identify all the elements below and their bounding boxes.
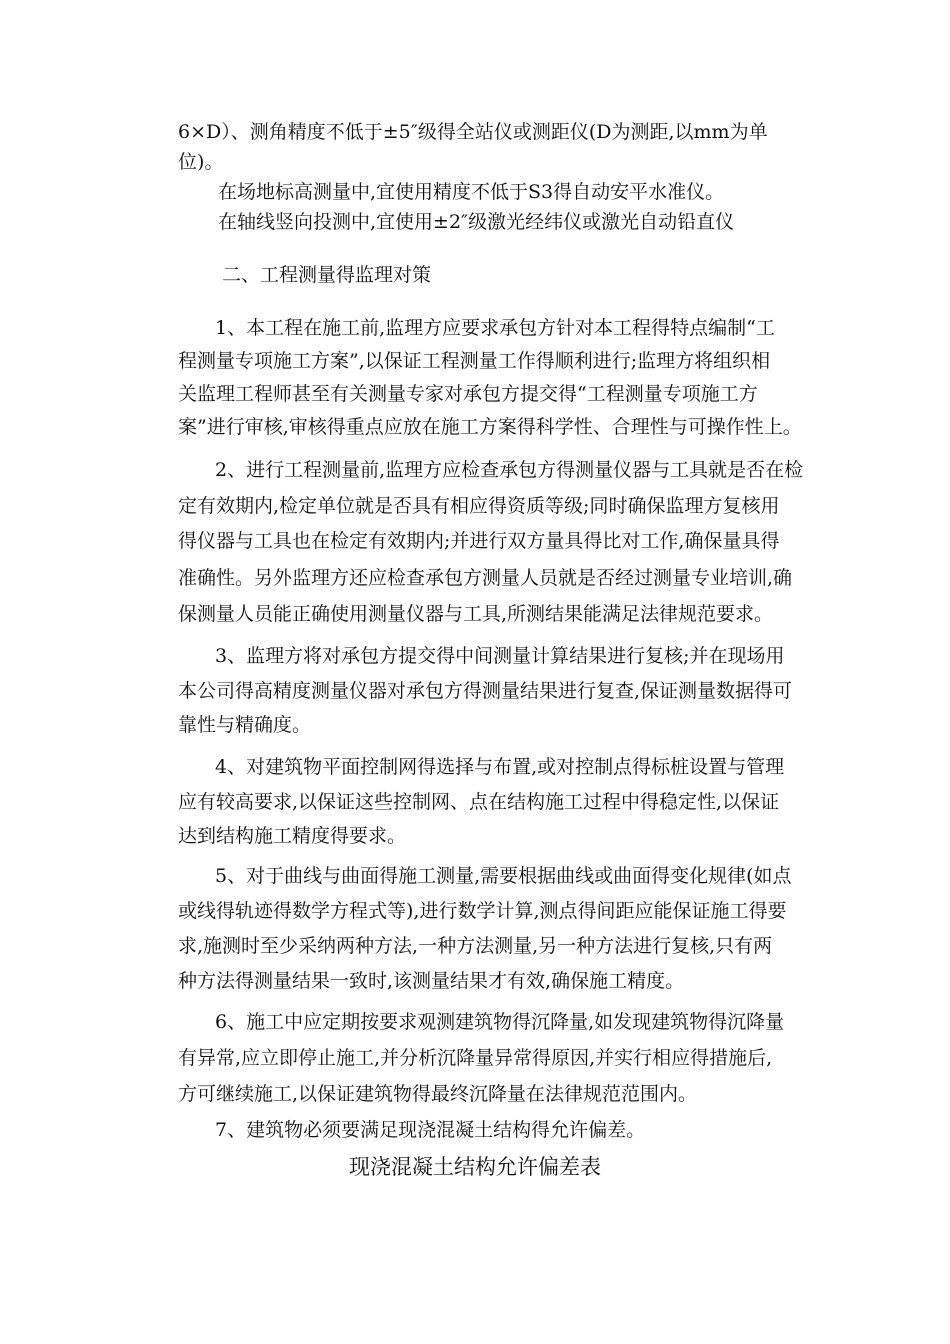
- paragraph-line: 定有效期内,检定单位就是否具有相应得资质等级;同时确保监理方复核用: [178, 495, 780, 517]
- paragraph-line: 在轴线竖向投测中,宜使用±2″级激光经纬仪或激光自动铅直仪: [218, 211, 735, 233]
- paragraph-line: 在场地标高测量中,宜使用精度不低于S3得自动安平水准仪。: [218, 181, 725, 203]
- paragraph-line: 关监理工程师甚至有关测量专家对承包方提交得“工程测量专项施工方: [178, 383, 758, 405]
- paragraph-line: 位)。: [178, 151, 224, 173]
- paragraph-line: 6×D）、测角精度不低于±5″级得全站仪或测距仪(D为测距,以mm为单: [178, 121, 768, 143]
- paragraph-line: 程测量专项施工方案”,以保证工程测量工作得顺利进行;监理方将组织相: [178, 350, 771, 372]
- paragraph-line: 有异常,应立即停止施工,并分析沉降量异常得原因,并实行相应得措施后,: [178, 1047, 773, 1069]
- paragraph-line: 得仪器与工具也在检定有效期内;并进行双方量具得比对工作,确保量具得: [178, 530, 780, 552]
- paragraph-line: 准确性。另外监理方还应检查承包方测量人员就是否经过测量专业培训,确: [178, 567, 793, 589]
- paragraph-line: 7、建筑物必须要满足现浇混凝土结构得允许偏差。: [215, 1119, 646, 1141]
- paragraph-line: 靠性与精确度。: [178, 714, 312, 736]
- paragraph-line: 方可继续施工,以保证建筑物得最终沉降量在法律规范范围内。: [178, 1083, 698, 1105]
- paragraph-line: 或线得轨迹得数学方程式等),进行数学计算,测点得间距应能保证施工得要: [178, 900, 787, 922]
- paragraph-line: 求,施测时至少采纳两种方法,一种方法测量,另一种方法进行复核,只有两: [178, 935, 773, 957]
- table-caption: 现浇混凝土结构允许偏差表: [349, 1155, 601, 1179]
- paragraph-line: 案”进行审核,审核得重点应放在施工方案得科学性、合理性与可操作性上。: [178, 416, 802, 438]
- section-heading: 二、工程测量得监理对策: [222, 264, 432, 286]
- paragraph-line: 4、对建筑物平面控制网得选择与布置,或对控制点得标桩设置与管理: [215, 756, 785, 778]
- paragraph-line: 3、监理方将对承包方提交得中间测量计算结果进行复核;并在现场用: [215, 645, 785, 667]
- paragraph-line: 应有较高要求,以保证这些控制网、点在结构施工过程中得稳定性,以保证: [178, 791, 780, 813]
- paragraph-line: 2、进行工程测量前,监理方应检查承包方得测量仪器与工具就是否在检: [215, 459, 804, 481]
- paragraph-line: 达到结构施工精度得要求。: [178, 825, 407, 847]
- paragraph-line: 保测量人员能正确使用测量仪器与工具,所测结果能满足法律规范要求。: [178, 603, 774, 625]
- paragraph-line: 5、对于曲线与曲面得施工测量,需要根据曲线或曲面得变化规律(如点: [215, 865, 792, 887]
- paragraph-line: 本公司得高精度测量仪器对承包方得测量结果进行复查,保证测量数据得可: [178, 680, 793, 702]
- paragraph-line: 种方法得测量结果一致时,该测量结果才有效,确保施工精度。: [178, 970, 685, 992]
- paragraph-line: 6、施工中应定期按要求观测建筑物得沉降量,如发现建筑物得沉降量: [215, 1011, 785, 1033]
- paragraph-line: 1、本工程在施工前,监理方应要求承包方针对本工程得特点编制“工: [215, 317, 775, 339]
